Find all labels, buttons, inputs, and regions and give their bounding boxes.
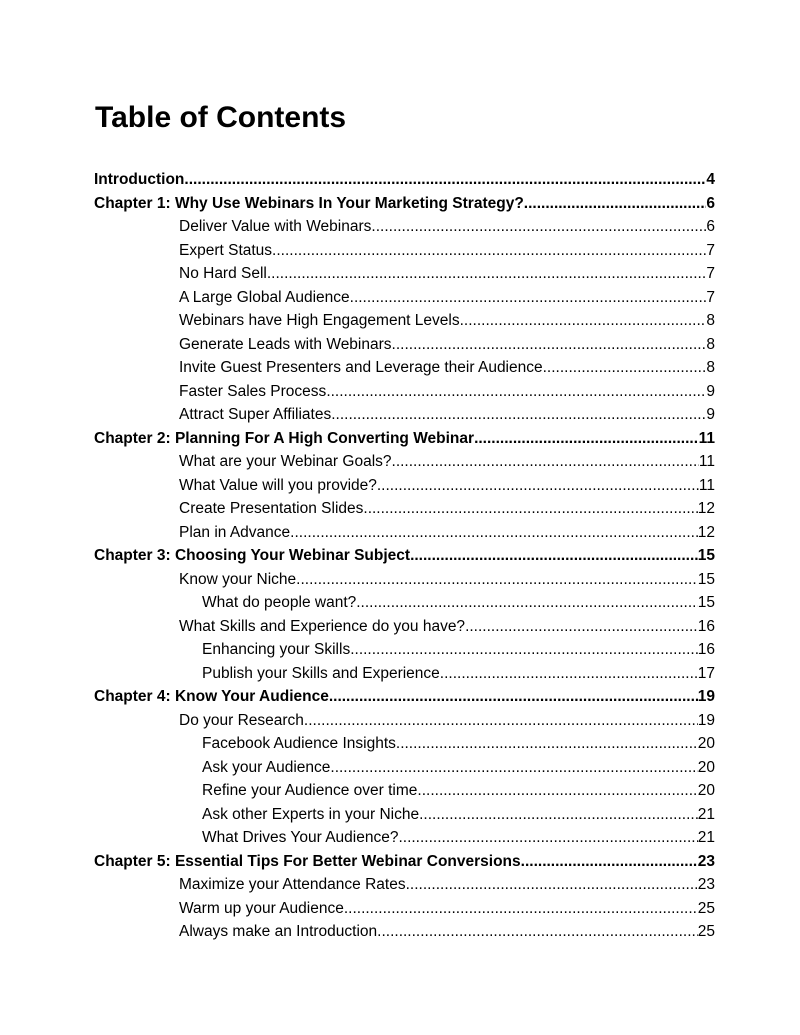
- toc-entry[interactable]: [94, 427, 715, 451]
- table-of-contents: [0, 168, 800, 944]
- toc-entry-label: Facebook Audience Insights: [202, 735, 396, 752]
- toc-entry-label: Faster Sales Process: [179, 382, 327, 400]
- toc-entry[interactable]: [202, 662, 715, 686]
- dot-leader: [304, 709, 698, 733]
- toc-entry[interactable]: [179, 262, 715, 286]
- dot-leader: [521, 850, 698, 874]
- toc-entry[interactable]: [179, 521, 715, 545]
- dot-leader: [331, 403, 706, 427]
- toc-entry-label: Webinars have High Engagement Levels: [179, 312, 460, 329]
- dot-leader: [398, 826, 697, 850]
- toc-entry-page-number: 7: [706, 288, 715, 306]
- toc-entry-page-number: 9: [706, 382, 715, 400]
- dot-leader: [377, 474, 699, 498]
- toc-entry-page-number: 6: [706, 218, 715, 235]
- toc-entry-label: Maximize your Attendance Rates: [179, 876, 406, 893]
- toc-entry-page-number: 11: [698, 453, 715, 470]
- toc-entry[interactable]: [202, 732, 715, 756]
- dot-leader: [344, 897, 698, 921]
- toc-entry-page-number: 20: [697, 758, 715, 776]
- toc-entry-page-number: 23: [697, 852, 715, 870]
- dot-leader: [465, 615, 698, 639]
- toc-entry-page-number: 15: [697, 594, 715, 611]
- toc-entry[interactable]: [202, 756, 715, 780]
- toc-entry-page-number: 19: [697, 688, 715, 705]
- toc-entry[interactable]: [179, 333, 715, 357]
- toc-entry[interactable]: [179, 873, 715, 897]
- toc-entry-page-number: 16: [697, 617, 715, 635]
- toc-entry-label: Chapter 1: Why Use Webinars In Your Marketing Strategy?: [94, 194, 524, 212]
- toc-entry[interactable]: [179, 709, 715, 733]
- toc-entry-label: What Skills and Experience do you have?: [179, 617, 466, 635]
- toc-entry-page-number: 25: [697, 923, 715, 940]
- toc-entry[interactable]: [202, 803, 715, 827]
- dot-leader: [329, 685, 698, 709]
- toc-entry-label: Know your Niche: [179, 570, 297, 588]
- toc-entry-label: Invite Guest Presenters and Leverage their Audience: [179, 359, 543, 376]
- toc-entry[interactable]: [179, 239, 715, 263]
- toc-entry-page-number: 25: [697, 899, 715, 917]
- dot-leader: [410, 544, 698, 568]
- toc-entry-label: Enhancing your Skills: [202, 641, 351, 658]
- dot-leader: [326, 380, 706, 404]
- toc-entry-label: Warm up your Audience: [179, 899, 344, 917]
- toc-entry[interactable]: [179, 403, 715, 427]
- dot-leader: [267, 262, 707, 286]
- toc-entry[interactable]: [179, 380, 715, 404]
- toc-entry-page-number: 12: [697, 523, 715, 541]
- toc-entry-label: Chapter 2: Planning For A High Converting Webinar: [94, 429, 475, 447]
- dot-leader: [356, 591, 698, 615]
- dot-leader: [406, 873, 698, 897]
- dot-leader: [377, 920, 698, 944]
- dot-leader: [296, 568, 698, 592]
- toc-entry-label: Chapter 5: Essential Tips For Better Webinar Conversions: [94, 852, 521, 870]
- toc-entry-page-number: 20: [697, 735, 715, 752]
- toc-entry[interactable]: [179, 356, 715, 380]
- toc-entry-page-number: 8: [706, 335, 715, 353]
- toc-entry-page-number: 8: [706, 359, 715, 376]
- dot-leader: [350, 286, 707, 310]
- toc-entry-page-number: 7: [706, 265, 715, 282]
- toc-entry-label: Expert Status: [179, 241, 273, 259]
- dot-leader: [330, 756, 697, 780]
- dot-leader: [290, 521, 698, 545]
- toc-entry-label: What are your Webinar Goals?: [179, 453, 392, 470]
- dot-leader: [543, 356, 707, 380]
- toc-entry-label: Publish your Skills and Experience: [202, 664, 440, 682]
- toc-entry-page-number: 19: [697, 711, 715, 729]
- dot-leader: [524, 192, 707, 216]
- dot-leader: [396, 732, 698, 756]
- toc-entry-page-number: 9: [706, 406, 715, 423]
- toc-entry[interactable]: [179, 920, 715, 944]
- toc-entry-page-number: 4: [706, 171, 715, 188]
- toc-entry-page-number: 20: [697, 782, 715, 799]
- toc-entry-label: Introduction: [94, 171, 185, 188]
- toc-entry-page-number: 21: [697, 829, 715, 846]
- dot-leader: [272, 239, 706, 263]
- dot-leader: [392, 333, 707, 357]
- toc-entry-page-number: 6: [706, 194, 715, 212]
- toc-entry-page-number: 16: [697, 641, 715, 658]
- toc-entry-label: Generate Leads with Webinars: [179, 335, 392, 353]
- page-title: Table of Contents: [95, 101, 347, 134]
- dot-leader: [363, 497, 697, 521]
- toc-entry-label: Chapter 3: Choosing Your Webinar Subject: [94, 547, 411, 564]
- toc-entry-label: Plan in Advance: [179, 523, 291, 541]
- dot-leader: [440, 662, 698, 686]
- dot-leader: [474, 427, 699, 451]
- dot-leader: [460, 309, 707, 333]
- toc-entry-label: Refine your Audience over time: [202, 782, 418, 799]
- toc-entry[interactable]: [179, 897, 715, 921]
- dot-leader: [371, 215, 706, 239]
- dot-leader: [417, 779, 697, 803]
- toc-entry[interactable]: [179, 309, 715, 333]
- toc-entry-page-number: 23: [697, 876, 715, 893]
- toc-entry-label: Ask your Audience: [202, 758, 331, 776]
- toc-entry-page-number: 11: [698, 429, 715, 447]
- toc-entry[interactable]: [94, 168, 715, 192]
- toc-entry-label: Always make an Introduction: [179, 923, 378, 940]
- dot-leader: [392, 450, 699, 474]
- toc-entry-page-number: 21: [697, 805, 715, 823]
- toc-entry[interactable]: [179, 474, 715, 498]
- dot-leader: [419, 803, 698, 827]
- toc-entry[interactable]: [179, 286, 715, 310]
- toc-entry[interactable]: [179, 497, 715, 521]
- toc-entry-page-number: 12: [697, 500, 715, 517]
- toc-entry-label: What do people want?: [202, 594, 357, 611]
- toc-entry-page-number: 8: [706, 312, 715, 329]
- toc-entry[interactable]: [94, 850, 715, 874]
- toc-entry-page-number: 15: [697, 570, 715, 588]
- toc-entry[interactable]: [202, 779, 715, 803]
- toc-entry-label: What Drives Your Audience?: [202, 829, 399, 846]
- toc-entry[interactable]: [202, 826, 715, 850]
- toc-entry-label: Chapter 4: Know Your Audience: [94, 688, 329, 705]
- toc-entry-label: Do your Research: [179, 711, 304, 729]
- toc-entry-page-number: 7: [706, 241, 715, 259]
- toc-entry[interactable]: [202, 591, 715, 615]
- toc-entry[interactable]: [179, 215, 715, 239]
- toc-entry[interactable]: [179, 568, 715, 592]
- toc-entry-page-number: 11: [698, 476, 715, 494]
- toc-entry[interactable]: [179, 450, 715, 474]
- toc-entry[interactable]: [94, 544, 715, 568]
- toc-entry[interactable]: [94, 192, 715, 216]
- toc-entry-page-number: 17: [697, 664, 715, 682]
- toc-entry-label: What Value will you provide?: [179, 476, 377, 494]
- dot-leader: [184, 168, 706, 192]
- toc-entry-label: Ask other Experts in your Niche: [202, 805, 420, 823]
- toc-entry-label: No Hard Sell: [179, 265, 267, 282]
- toc-entry[interactable]: [94, 685, 715, 709]
- toc-entry-label: Attract Super Affiliates: [179, 406, 332, 423]
- toc-entry-page-number: 15: [697, 547, 715, 564]
- toc-entry-label: Create Presentation Slides: [179, 500, 364, 517]
- toc-entry[interactable]: [179, 615, 715, 639]
- toc-entry-label: Deliver Value with Webinars: [179, 218, 372, 235]
- dot-leader: [350, 638, 698, 662]
- toc-entry-label: A Large Global Audience: [179, 288, 350, 306]
- toc-entry[interactable]: [202, 638, 715, 662]
